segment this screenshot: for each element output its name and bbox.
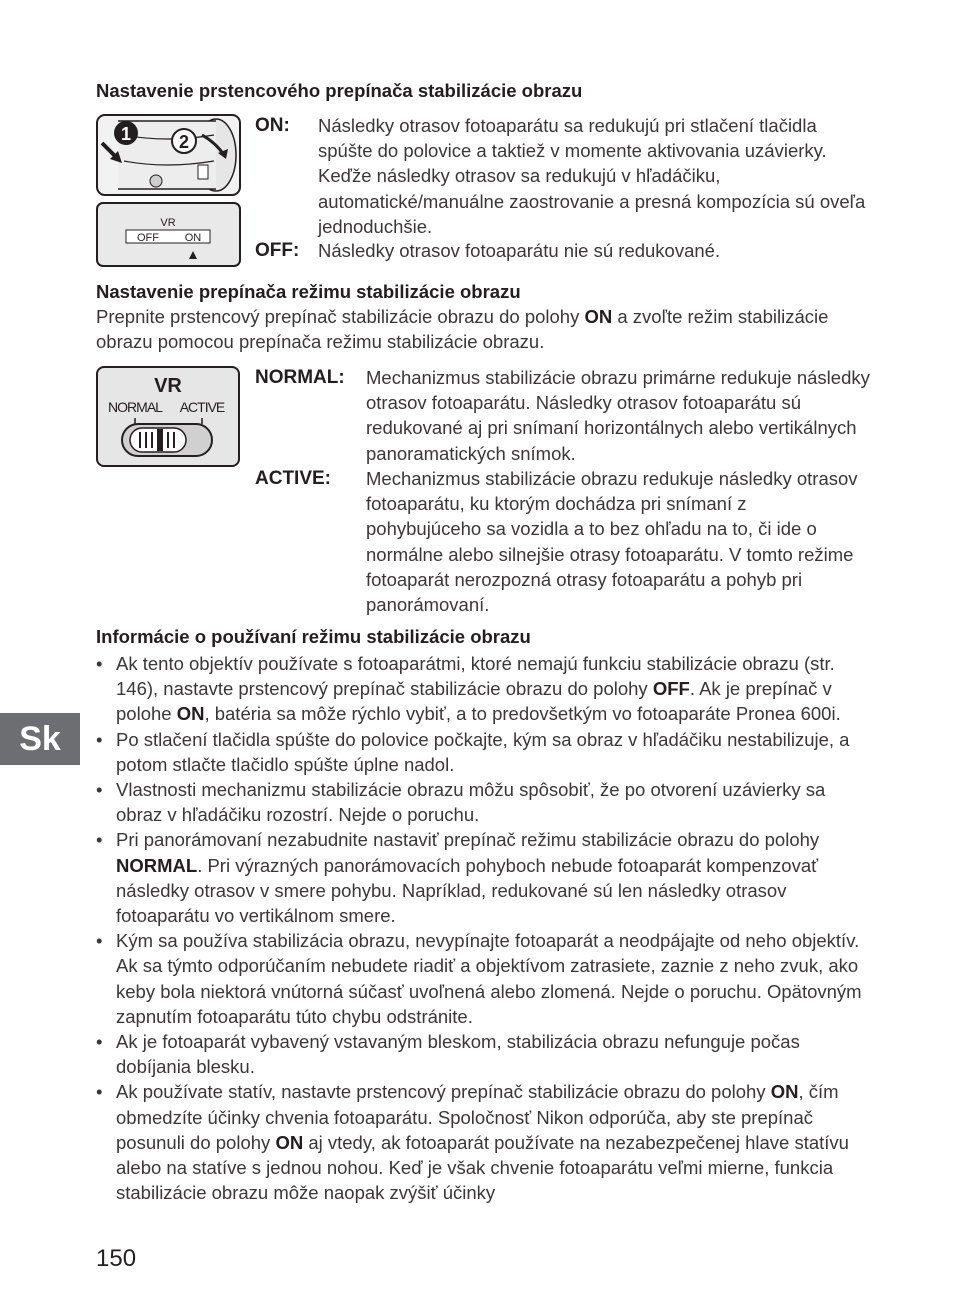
step-2-number: 2 <box>178 132 190 152</box>
normal-label: NORMAL <box>108 399 162 415</box>
active-description: Mechanizmus stabilizácie obrazu redukuje následky otrasov fotoaparátu, ku ktorým dochádza pri snímaní z pohybujúceho sa vozidla a to bez ohľadu na to, či ide o normálne alebo silnejšie otrasy fotoaparátu. V tomto režime fotoaparát nerozpozná otrasy fotoaparátu a pohyb pri panorámovaní. <box>366 468 858 616</box>
vr-off-label: OFF <box>137 232 159 244</box>
list-item: • Ak tento objektív používate s fotoaparátmi, ktoré nemajú funkciu stabilizácie obrazu (str. 146), nastavte prstencový prepínač stabilizácie obrazu do polohy OFF. Ak je prepínač v polohe ON, batéria sa môže rýchlo vybiť, a to predovšetkým vo fotoaparáte Pronea 600i. <box>96 651 876 727</box>
vr-mode-diagram <box>96 366 240 467</box>
vr-switch-title: VR <box>160 217 176 229</box>
off-term: OFF: <box>255 240 300 261</box>
normal-term: NORMAL: <box>255 367 345 388</box>
step-1-number: 1 <box>120 124 132 144</box>
list-item: • Ak je fotoaparát vybavený vstavaným bleskom, stabilizácia obrazu nefunguje počas dobíjania blesku. <box>96 1029 876 1079</box>
normal-description: Mechanizmus stabilizácie obrazu primárne redukuje následky otrasov fotoaparátu. Následky otrasov fotoaparátu sú redukované aj pri snímaní horizontálnych alebo vertikálnych panoramatických snímok. <box>366 367 870 464</box>
usage-notes-list <box>96 651 876 1205</box>
vr-switch-diagram <box>96 113 242 268</box>
off-description: Následky otrasov fotoaparátu nie sú redukované. <box>318 240 721 261</box>
intro-text: Prepnite prstencový prepínač stabilizácie obrazu do polohy <box>96 306 585 327</box>
section-heading-usage-notes: Informácie o používaní režimu stabilizácie obrazu <box>96 626 531 647</box>
vr-on-label: ON <box>184 232 202 244</box>
vr-mode-intro <box>96 304 856 354</box>
intro-bold: ON <box>584 306 613 327</box>
vr-mode-title: VR <box>154 375 182 397</box>
on-description: Následky otrasov fotoaparátu sa redukujú pri stlačení tlačidla spúšte do polovice a taktiež v momente aktivovania uzávierky. Keďže následky otrasov sa redukujú v hľadáčiku, automatické/manuálne zaostrovanie a presná kompozícia sú oveľa jednoduchšie. <box>318 115 866 237</box>
list-item: • Kým sa používa stabilizácia obrazu, nevypínajte fotoaparát a neodpájajte od neho objektív. Ak sa týmto odporúčaním nebudete riadiť a objektívom zatrasiete, zaznie z neho zvuk, ako keby bola niektorá vnútorná súčasť uvoľnená alebo zlomená. Nejde o poruchu. Opätovným zapnutím fotoaparátu túto chybu odstránite. <box>96 928 876 1029</box>
intro-text-end: a zvoľte režim stabilizácie obrazu pomocou prepínača režimu stabilizácie obrazu. <box>96 306 829 353</box>
active-term: ACTIVE: <box>255 468 331 489</box>
active-label: ACTIVE <box>179 399 225 415</box>
section-heading-vr-mode: Nastavenie prepínača režimu stabilizácie obrazu <box>96 281 521 302</box>
list-item: • Pri panorámovaní nezabudnite nastaviť prepínač režimu stabilizácie obrazu do polohy NORMAL. Pri výrazných panorámovacích pohyboch nebude fotoaparát kompenzovať následky otrasov v smere pohybu. Napríklad, redukované sú len následky otrasov fotoaparátu vo vertikálnom smere. <box>96 827 876 928</box>
language-tab: Sk <box>0 713 80 765</box>
list-item: • Ak používate statív, nastavte prstencový prepínač stabilizácie obrazu do polohy ON, čím obmedzíte účinky chvenia fotoaparátu. Spoločnosť Nikon odporúča, aby ste prepínač posunuli do polohy ON aj vtedy, ak fotoaparát používate na nezabezpečenej hlave statívu alebo na statíve s jednou nohou. Keď je však chvenie fotoaparátu veľmi mierne, funkcia stabilizácie obrazu môže naopak zvýšiť účinky <box>96 1079 876 1205</box>
list-item: • Vlastnosti mechanizmu stabilizácie obrazu môžu spôsobiť, že po otvorení uzávierky sa obraz v hľadáčiku rozostrí. Nejde o poruchu. <box>96 777 876 827</box>
list-item: • Po stlačení tlačidla spúšte do polovice počkajte, kým sa obraz v hľadáčiku nestabilizuje, a potom stlačte tlačidlo spúšte úplne nadol. <box>96 727 876 777</box>
on-term: ON: <box>255 115 290 136</box>
vr-switch-illustration <box>96 113 242 268</box>
page-number: 150 <box>96 1245 137 1272</box>
section-heading-vr-switch: Nastavenie prstencového prepínača stabilizácie obrazu <box>96 80 583 101</box>
vr-mode-illustration <box>96 366 240 467</box>
